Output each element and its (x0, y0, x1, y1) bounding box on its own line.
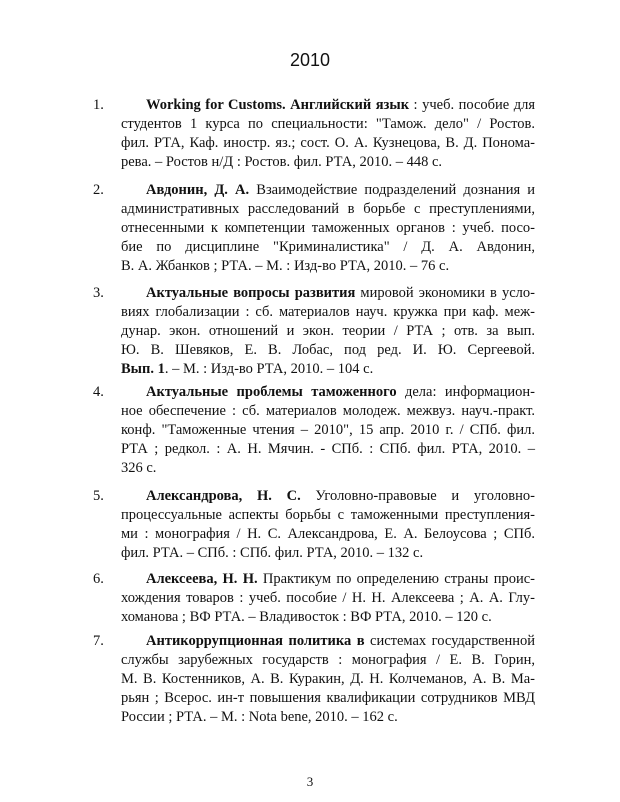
entry-heading: Вып. 1 (121, 361, 165, 377)
entry-number: 5. (93, 488, 104, 504)
entry-line (121, 487, 535, 506)
entry-line-text: фил. РТА. – СПб. : СПб. фил. РТА, 2010. – 132 с. (121, 545, 424, 561)
entry-line (121, 589, 535, 608)
entry-line (121, 238, 535, 257)
entry-heading: Антикоррупционная политика в (146, 633, 365, 649)
entry-line-text: РТА ; редкол. : А. Н. Мячин. - СПб. : СПб. фил. РТА, 2010. – (121, 441, 535, 457)
entry-text (121, 487, 535, 563)
entry-line (121, 134, 535, 153)
entry-line (121, 544, 535, 563)
entry-text (121, 284, 535, 379)
entry-text (121, 570, 535, 627)
entry-line-text: Уголовно-правовые и уголовно- (300, 488, 535, 504)
entry-line (121, 341, 535, 360)
entry-line-text: дунар. экон. отношений и экон. теории / РТА ; отв. за вып. (121, 323, 535, 339)
entry-line (121, 181, 535, 200)
entry-line-text: рьян ; Всерос. ин-т повышения квалификации сотрудников МВД (121, 690, 535, 706)
entry-line-text: бие по дисциплине "Криминалистика" / Д. А. Авдонин, (121, 239, 535, 255)
entry-line-text: рева. – Ростов н/Д : Ростов. фил. РТА, 2010. – 448 с. (121, 154, 443, 170)
entry-line (121, 525, 535, 544)
entry-line-text: России ; РТА. – М. : Nota bene, 2010. – 162 с. (121, 709, 398, 725)
entry-line (121, 284, 535, 303)
year-heading: 2010 (289, 50, 331, 70)
entry-line-text: отнесенными к компетенции таможенных органов : учеб. посо- (121, 220, 535, 236)
entry-number: 4. (93, 384, 104, 400)
entry-line-text: Практикум по определению страны проис- (257, 571, 535, 587)
entry-line (121, 115, 535, 134)
entry-line (121, 440, 535, 459)
entry-text (121, 181, 535, 276)
entry-line (121, 670, 535, 689)
entry-line-text: : учеб. пособие для (409, 97, 535, 113)
entry-line-text: хоманова ; ВФ РТА. – Владивосток : ВФ РТА, 2010. – 120 с. (121, 609, 492, 625)
entry-line (121, 303, 535, 322)
entry-number: 2. (93, 182, 104, 198)
entry-line-text: В. А. Жбанков ; РТА. – М. : Изд-во РТА, 2010. – 76 с. (121, 258, 450, 274)
entry-line (121, 570, 535, 589)
entry-line (121, 689, 535, 708)
entry-heading: Working for Customs. Английский язык (146, 97, 410, 113)
entry-line (121, 632, 535, 651)
entry-line (121, 651, 535, 670)
entry-line-text: хождения товаров : учеб. пособие / Н. Н. Алексеева ; А. А. Глу- (121, 590, 535, 606)
entry-line (121, 360, 535, 379)
entry-line (121, 153, 535, 172)
entry-line (121, 608, 535, 627)
entry-line-text: службы зарубежных государств : монография / Е. В. Горин, (121, 652, 535, 668)
entry-line (121, 506, 535, 525)
entry-line-text: мировой экономики в усло- (355, 285, 535, 301)
entry-line (121, 421, 535, 440)
entry-line-text: фил. РТА, Каф. иностр. яз.; сост. О. А. Кузнецова, В. Д. Понома- (121, 135, 535, 151)
entry-number: 1. (93, 97, 104, 113)
entry-line-text: ми : монография / Н. С. Александрова, Е. А. Белоусова ; СПб. (121, 526, 535, 542)
entry-text (121, 96, 535, 172)
entry-line-text: административных расследований в борьбе с преступлениями, (121, 201, 535, 217)
entry-line (121, 219, 535, 238)
entry-line (121, 200, 535, 219)
entry-line-text: системах государственной (364, 633, 535, 649)
entry-text (121, 383, 535, 478)
entry-line (121, 708, 535, 727)
entry-line (121, 257, 535, 276)
entry-number: 3. (93, 285, 104, 301)
entry-line-text: конф. "Таможенные чтения – 2010", 15 апр. 2010 г. / СПб. фил. (121, 422, 535, 438)
entry-text (121, 632, 535, 727)
entry-line-text: М. В. Костенников, А. В. Куракин, Д. Н. Колчеманов, А. В. Ма- (121, 671, 535, 687)
entry-heading: Александрова, Н. С. (146, 488, 301, 504)
entry-line-text: виях глобализации : сб. материалов науч. кружка при каф. меж- (121, 304, 535, 320)
entry-line (121, 459, 535, 478)
entry-heading: Актуальные вопросы развития (146, 285, 356, 301)
entry-line (121, 96, 535, 115)
entry-line (121, 402, 535, 421)
entry-heading: Актуальные проблемы таможенного (146, 384, 397, 400)
entry-line-text: процессуальные аспекты борьбы с таможенными преступления- (121, 507, 535, 523)
entry-line (121, 322, 535, 341)
entry-heading: Алексеева, Н. Н. (146, 571, 258, 587)
entry-number: 6. (93, 571, 104, 587)
entry-line-text: Взаимодействие подразделений дознания и (249, 182, 535, 198)
entry-line-text: дела: информацион- (396, 384, 535, 400)
entry-heading: Авдонин, Д. А. (146, 182, 250, 198)
entry-line (121, 383, 535, 402)
entry-line-text: Ю. В. Шевяков, Е. В. Лобас, под ред. И. Ю. Сергеевой. (121, 342, 535, 358)
entry-number: 7. (93, 633, 104, 649)
entry-line-text: ное обеспечение : сб. материалов молодеж. межвуз. науч.-практ. (121, 403, 535, 419)
page-number: 3 (306, 774, 314, 789)
entry-line-text: 326 с. (121, 460, 157, 476)
entry-line-text: студентов 1 курса по специальности: "Тамож. дело" / Ростов. (121, 116, 535, 132)
entry-line-text: . – М. : Изд-во РТА, 2010. – 104 с. (164, 361, 374, 377)
